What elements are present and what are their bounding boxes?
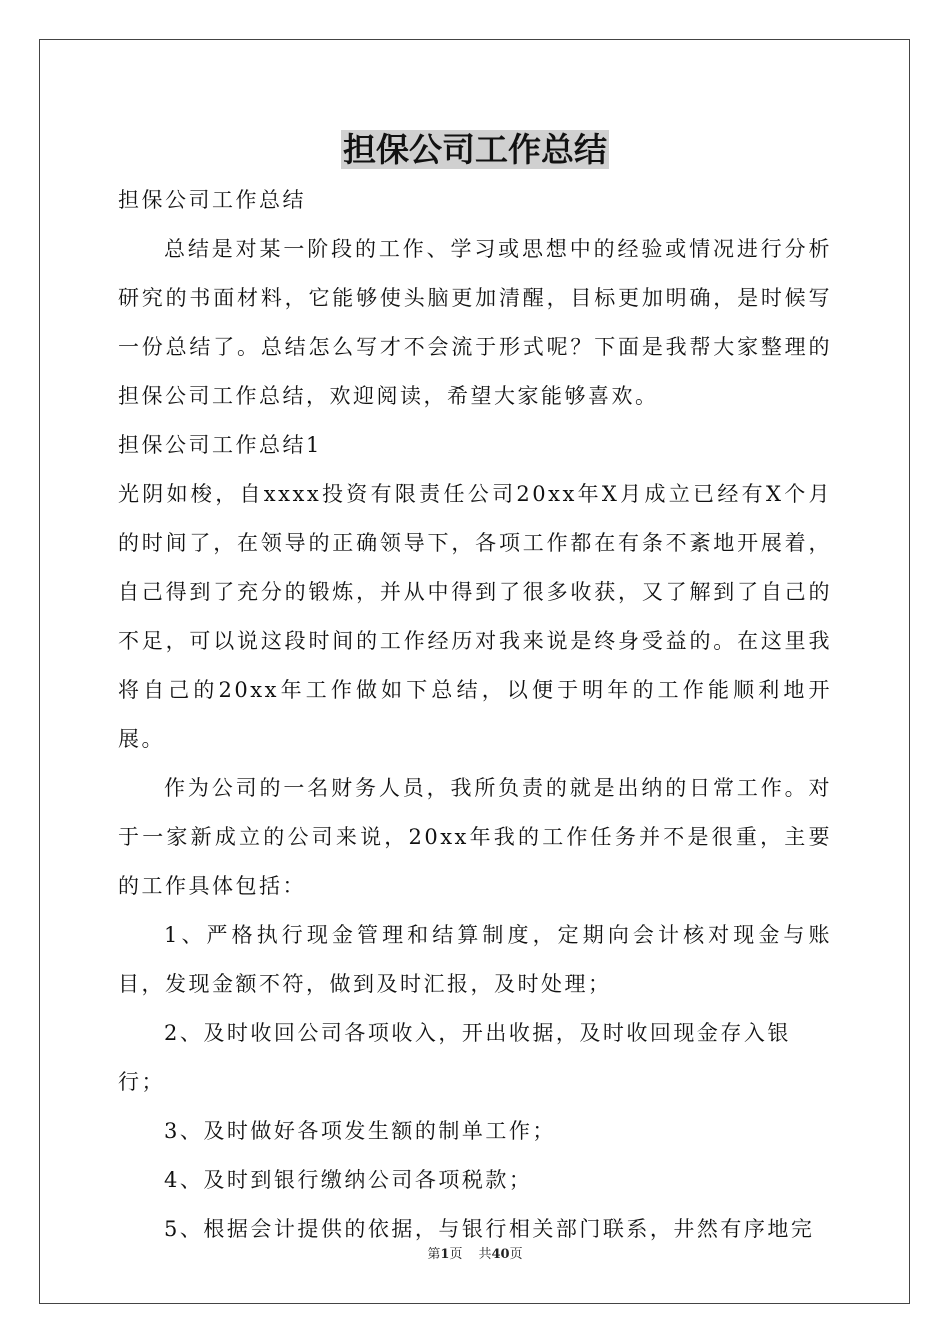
intro-paragraph: 总结是对某一阶段的工作、学习或思想中的经验或情况进行分析研究的书面材料，它能够使头脑更加清醒，目标更加明确，是时候写一份总结了。总结怎么写才不会流于形式呢？下面是我帮大家整理的担保公司工作总结，欢迎阅读，希望大家能够喜欢。 <box>118 237 832 408</box>
total-prefix: 共 <box>478 1247 492 1262</box>
body-paragraph: 光阴如梭，自xxxx投资有限责任公司20xx年X月成立已经有X个月的时间了，在领导的正确领导下，各项工作都在有条不紊地开展着，自己得到了充分的锻炼，并从中得到了很多收获，又了解到了自己的不足，可以说这段时间的工作经历对我来说是终身受益的。在这里我将自己的20xx年工作做如下总结，以便于明年的工作能顺利地开展。 <box>118 482 832 751</box>
total-pages: 40 <box>491 1247 510 1262</box>
list-item: 5、根据会计提供的依据，与银行相关部门联系，井然有序地完 <box>164 1217 815 1241</box>
page-footer <box>0 1246 950 1264</box>
page-prefix: 第 <box>427 1247 441 1262</box>
list-item: 2、及时收回公司各项收入，开出收据，及时收回现金存入银行； <box>118 1021 791 1094</box>
body-paragraph: 作为公司的一名财务人员，我所负责的就是出纳的日常工作。对于一家新成立的公司来说，20xx年我的工作任务并不是很重，主要的工作具体包括： <box>118 776 832 898</box>
page-number: 1 <box>440 1247 450 1262</box>
page-suffix: 页 <box>449 1247 463 1262</box>
subtitle-paragraph: 担保公司工作总结 <box>118 188 306 212</box>
document-body <box>118 176 832 1254</box>
list-item: 3、及时做好各项发生额的制单工作； <box>164 1119 556 1143</box>
document-title-text: 担保公司工作总结 <box>343 130 607 169</box>
total-suffix: 页 <box>509 1247 523 1262</box>
list-item: 4、及时到银行缴纳公司各项税款； <box>164 1168 533 1192</box>
document-title <box>0 128 950 172</box>
list-item: 1、严格执行现金管理和结算制度，定期向会计核对现金与账目，发现金额不符，做到及时汇报，及时处理； <box>118 923 832 996</box>
section-heading: 担保公司工作总结1 <box>118 433 322 457</box>
